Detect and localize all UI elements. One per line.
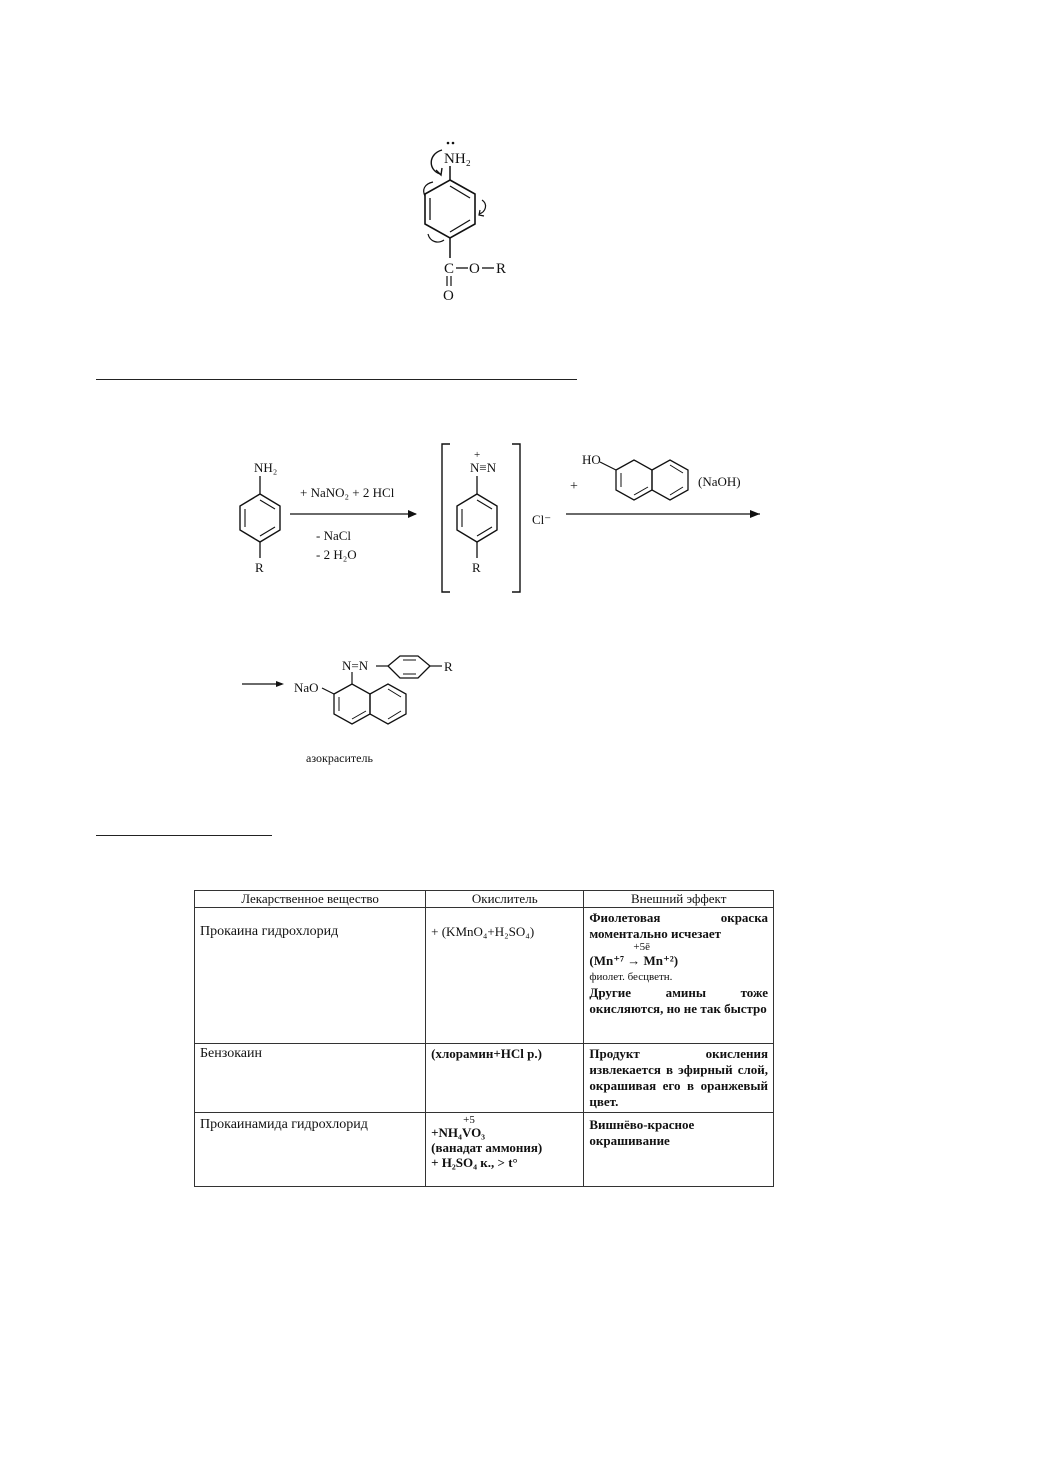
amino-group-label: NH₂ [444, 151, 471, 167]
reactant-r-label: R [255, 560, 264, 575]
table-header-row [195, 891, 774, 908]
keto-oxygen-label: O [443, 288, 454, 304]
row1-effect-3: фиолет. бесцветн. [589, 971, 673, 983]
row2-substance: Бензокаин [200, 1046, 262, 1061]
row3-oxidant-1: +NH₄VO₃ [431, 1125, 486, 1140]
chloride-label: Cl⁻ [532, 512, 552, 527]
product-azo-label: N=N [342, 658, 369, 673]
reagents-bottom-1: - NaCl [316, 528, 352, 543]
ester-structure [400, 130, 560, 310]
row3-effect: Вишнёво-красное окрашивание [589, 1117, 695, 1148]
product-caption: азокраситель [306, 751, 373, 765]
section-rule-1 [96, 379, 577, 380]
ester-r-label: R [496, 261, 507, 277]
row1-effect-1: Фиолетовая окраска моментально исчезает [589, 910, 768, 941]
plus-sign: + [570, 479, 578, 494]
row3-oxidant-3: + H₂SO₄ к., > t° [431, 1155, 518, 1170]
naphthol-hydroxy-label: HO [582, 452, 601, 467]
azo-coupling-scheme [220, 440, 780, 600]
row2-oxidant: (хлорамин+HCl р.) [431, 1046, 542, 1061]
product-nao-label: NaO [294, 680, 319, 695]
header-effect: Внешний эффект [584, 891, 774, 908]
row3-oxidant-over: +5 [463, 1114, 475, 1126]
naoh-label: (NaOH) [698, 474, 741, 489]
header-oxidant: Окислитель [426, 891, 584, 908]
row1-substance: Прокаина гидрохлорид [200, 924, 339, 939]
section-rule-2 [96, 835, 272, 836]
header-substance: Лекарственное вещество [195, 891, 426, 908]
reagents-top-label: + NaNO₂ + 2 HCl [300, 485, 395, 500]
row3-substance: Прокаинамида гидрохлорид [200, 1117, 368, 1132]
reagents-bottom-2: - 2 H₂O [316, 547, 357, 562]
row1-effect-4: Другие амины тоже окисляются, но не так быстро [589, 985, 768, 1016]
product-r-label: R [444, 659, 453, 674]
ester-oxygen-label: O [469, 261, 480, 277]
reactant-amino-label: NH₂ [254, 460, 278, 475]
diazonium-label: N≡N [470, 460, 497, 475]
row1-effect-over: +5ē [633, 941, 650, 953]
oxidation-reactions-table [194, 890, 774, 1187]
row3-oxidant-2: (ванадат аммония) [431, 1140, 543, 1155]
table-row [195, 908, 774, 1044]
row2-effect: Продукт окисления извлекается в эфирный слой, окрашивая его в оранжевый цвет. [589, 1046, 768, 1109]
carbonyl-carbon-label: C [444, 261, 455, 277]
azo-product [236, 650, 476, 770]
diazonium-charge: + [474, 449, 481, 461]
table-row [195, 1044, 774, 1113]
row1-effect-2: (Mn⁺⁷ → Mn⁺²) [589, 953, 679, 968]
row1-oxidant: + (KMnO₄+H₂SO₄) [431, 924, 535, 939]
table-row [195, 1113, 774, 1187]
diazonium-r-label: R [472, 560, 481, 575]
